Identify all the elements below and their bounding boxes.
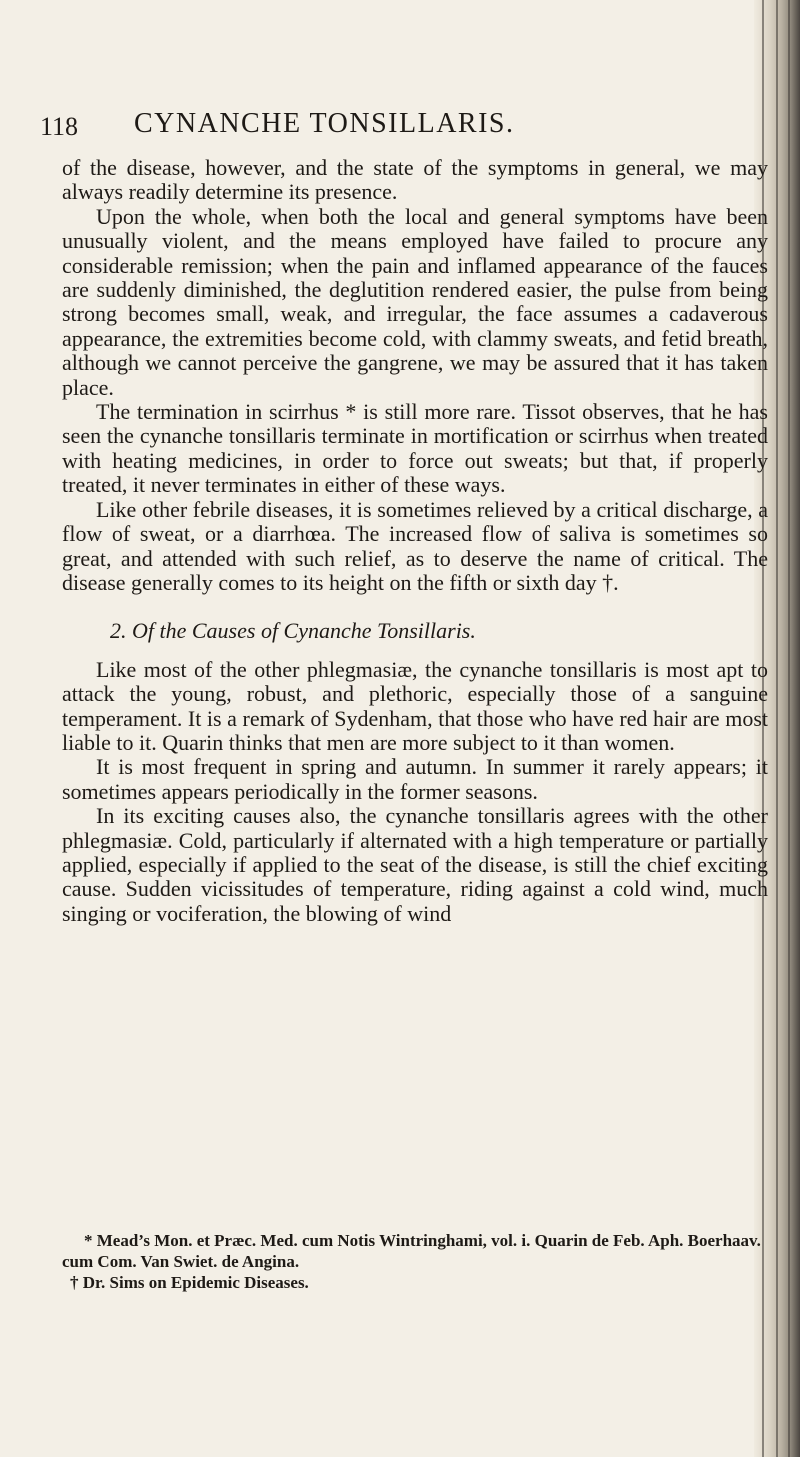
page-header [40, 108, 640, 152]
edge-line [776, 0, 778, 1457]
running-head: CYNANCHE TONSILLARIS. [134, 108, 515, 139]
footnotes [62, 1230, 768, 1293]
body-text [62, 156, 768, 926]
section-heading: 2. Of the Causes of Cynanche Tonsillaris. [110, 618, 476, 644]
paragraph: Like other febrile diseases, it is sometimes relieved by a critical discharge, a flow of sweat, or a diarrhœa. The increased flow of saliva is sometimes so great, and attended with such relief, as to deserve the name of critical. The disease generally comes to its height on the fifth or sixth day †. [62, 496, 768, 595]
paragraph: Like most of the other phlegmasiæ, the cynanche tonsillaris is most apt to attack the young, robust, and plethoric, especially those of a sanguine temperament. It is a remark of Sydenham, that those who have red hair are most liable to it. Quarin thinks that men are more subject to it than women. [62, 656, 768, 755]
footnote: † Dr. Sims on Epidemic Diseases. [70, 1273, 309, 1292]
footnote: * Mead’s Mon. et Præc. Med. cum Notis Wintringhami, vol. i. Quarin de Feb. Aph. Boerhaav. cum Com. Van Swiet. de Angina. [62, 1231, 761, 1271]
paragraph: Upon the whole, when both the local and general symptoms have been unusually violent, and the means employed have failed to procure any considerable remission; when the pain and inflamed appearance of the fauces are suddenly diminished, the deglutition rendered easier, the pulse from being strong becomes small, weak, and irregular, the face assumes a cadaverous appearance, the extremities become cold, with clammy sweats, and fetid breath, although we cannot perceive the gangrene, we may be assured that it has taken place. [62, 203, 768, 400]
paragraph: It is most frequent in spring and autumn. In summer it rarely appears; it sometimes appears periodically in the former seasons. [62, 754, 768, 804]
paragraph: of the disease, however, and the state of the symptoms in general, we may always readily determine its presence. [62, 155, 768, 205]
page-number: 118 [40, 112, 79, 141]
paragraph: In its exciting causes also, the cynanche tonsillaris agrees with the other phlegmasiæ. Cold, particularly if alternated with a high temperature or partially applied, especially if applied to the seat of the disease, is still the chief exciting cause. Sudden vicissitudes of temperature, riding against a cold wind, much singing or vociferation, the blowing of wind [62, 803, 768, 926]
edge-line [788, 0, 790, 1457]
paragraph: The termination in scirrhus * is still more rare. Tissot observes, that he has seen the cynanche tonsillaris terminate in mortification or scirrhus when treated with heating medicines, in order to force out sweats; but that, if properly treated, it never terminates in either of these ways. [62, 399, 768, 498]
